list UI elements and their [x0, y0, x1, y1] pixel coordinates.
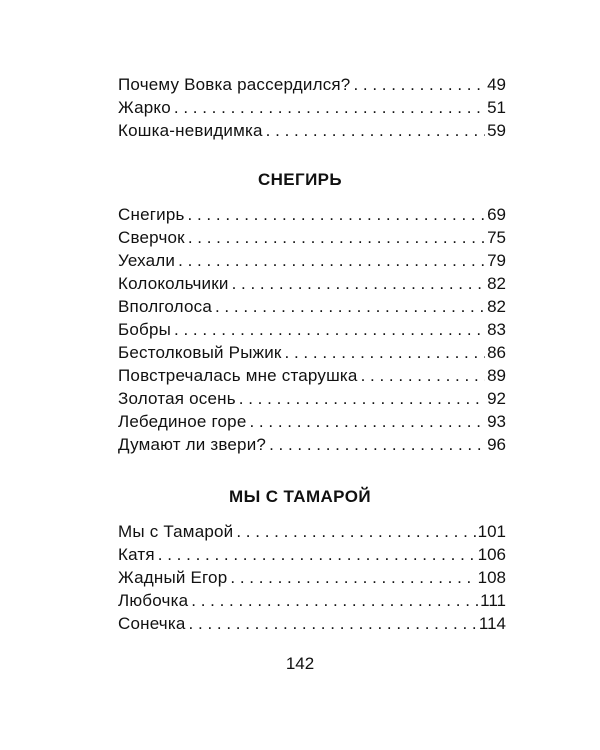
toc-entry: [118, 341, 506, 364]
toc-entry: [118, 612, 506, 635]
toc-entry-page: 114: [478, 614, 506, 633]
toc-entry: [118, 203, 506, 226]
toc-entry-title: Жарко: [118, 98, 171, 117]
toc-entry: [118, 589, 506, 612]
toc-dot-leader: [191, 589, 478, 612]
toc-entry: [118, 249, 506, 272]
toc-entry-title: Любочка: [118, 591, 189, 610]
toc-entry-title: Снегирь: [118, 205, 185, 224]
toc-dot-leader: [249, 410, 485, 433]
toc-entry: [118, 520, 506, 543]
toc-dot-leader: [236, 520, 475, 543]
toc-entry: [118, 364, 506, 387]
toc-section-3: [118, 520, 506, 635]
toc-dot-leader: [269, 433, 485, 456]
toc-entry-title: Бобры: [118, 320, 172, 339]
toc-dot-leader: [189, 612, 477, 635]
toc-entry: [118, 295, 506, 318]
toc-dot-leader: [174, 318, 485, 341]
toc-entry-title: Уехали: [118, 251, 176, 270]
toc-entry-title: Кошка-невидимка: [118, 121, 263, 140]
toc-entry-title: Жадный Егор: [118, 568, 228, 587]
toc-entry-page: 89: [487, 366, 506, 385]
toc-dot-leader: [215, 295, 485, 318]
toc-dot-leader: [188, 226, 485, 249]
toc-section-2: [118, 203, 506, 456]
toc-entry-page: 51: [487, 98, 506, 117]
toc-entry-page: 86: [487, 343, 506, 362]
section-heading-snegir: СНЕГИРЬ: [257, 170, 343, 189]
toc-dot-leader: [178, 249, 485, 272]
toc-entry-page: 49: [487, 75, 506, 94]
toc-entry-page: 69: [487, 205, 506, 224]
toc-entry-page: 96: [487, 435, 506, 454]
toc-entry-page: 106: [477, 545, 506, 564]
toc-dot-leader: [285, 341, 486, 364]
toc-dot-leader: [158, 543, 476, 566]
toc-entry-page: 108: [477, 568, 506, 587]
toc-entry-page: 82: [487, 297, 506, 316]
toc-dot-leader: [174, 96, 485, 119]
toc-entry-page: 79: [487, 251, 506, 270]
toc-entry-page: 111: [480, 591, 506, 610]
toc-entry: [118, 96, 506, 119]
toc-section-1: [118, 73, 506, 142]
toc-entry-title: Бестолковый Рыжик: [118, 343, 282, 362]
toc-entry-page: 59: [487, 121, 506, 140]
toc-dot-leader: [353, 73, 485, 96]
toc-entry-title: Золотая осень: [118, 389, 236, 408]
toc-entry-title: Катя: [118, 545, 155, 564]
toc-entry: [118, 318, 506, 341]
toc-entry-title: Думают ли звери?: [118, 435, 267, 454]
toc-entry: [118, 566, 506, 589]
toc-dot-leader: [239, 387, 485, 410]
toc-dot-leader: [232, 272, 485, 295]
toc-entry-title: Сверчок: [118, 228, 185, 247]
toc-entry: [118, 272, 506, 295]
toc-entry-page: 82: [487, 274, 506, 293]
toc-entry-title: Лебединое горе: [118, 412, 247, 431]
section-heading-my-s-tamaroy: МЫ С ТАМАРОЙ: [229, 487, 371, 506]
toc-entry: [118, 543, 506, 566]
toc-entry: [118, 226, 506, 249]
toc-entry-title: Колокольчики: [118, 274, 229, 293]
toc-entry-title: Мы с Тамарой: [118, 522, 234, 541]
toc-entry: [118, 433, 506, 456]
toc-entry-page: 101: [477, 522, 506, 541]
toc-entry-title: Повстречалась мне старушка: [118, 366, 358, 385]
toc-entry: [118, 119, 506, 142]
toc-entry: [118, 410, 506, 433]
toc-dot-leader: [188, 203, 486, 226]
toc-dot-leader: [266, 119, 485, 142]
toc-entry-page: 92: [487, 389, 506, 408]
toc-entry-page: 75: [487, 228, 506, 247]
toc-entry-page: 93: [487, 412, 506, 431]
page-number: 142: [285, 654, 315, 673]
toc-entry: [118, 387, 506, 410]
toc-entry: [118, 73, 506, 96]
toc-entry-page: 83: [487, 320, 506, 339]
toc-dot-leader: [361, 364, 485, 387]
toc-entry-title: Сонечка: [118, 614, 186, 633]
toc-dot-leader: [230, 566, 475, 589]
toc-entry-title: Почему Вовка рассердился?: [118, 75, 351, 94]
toc-entry-title: Вполголоса: [118, 297, 212, 316]
